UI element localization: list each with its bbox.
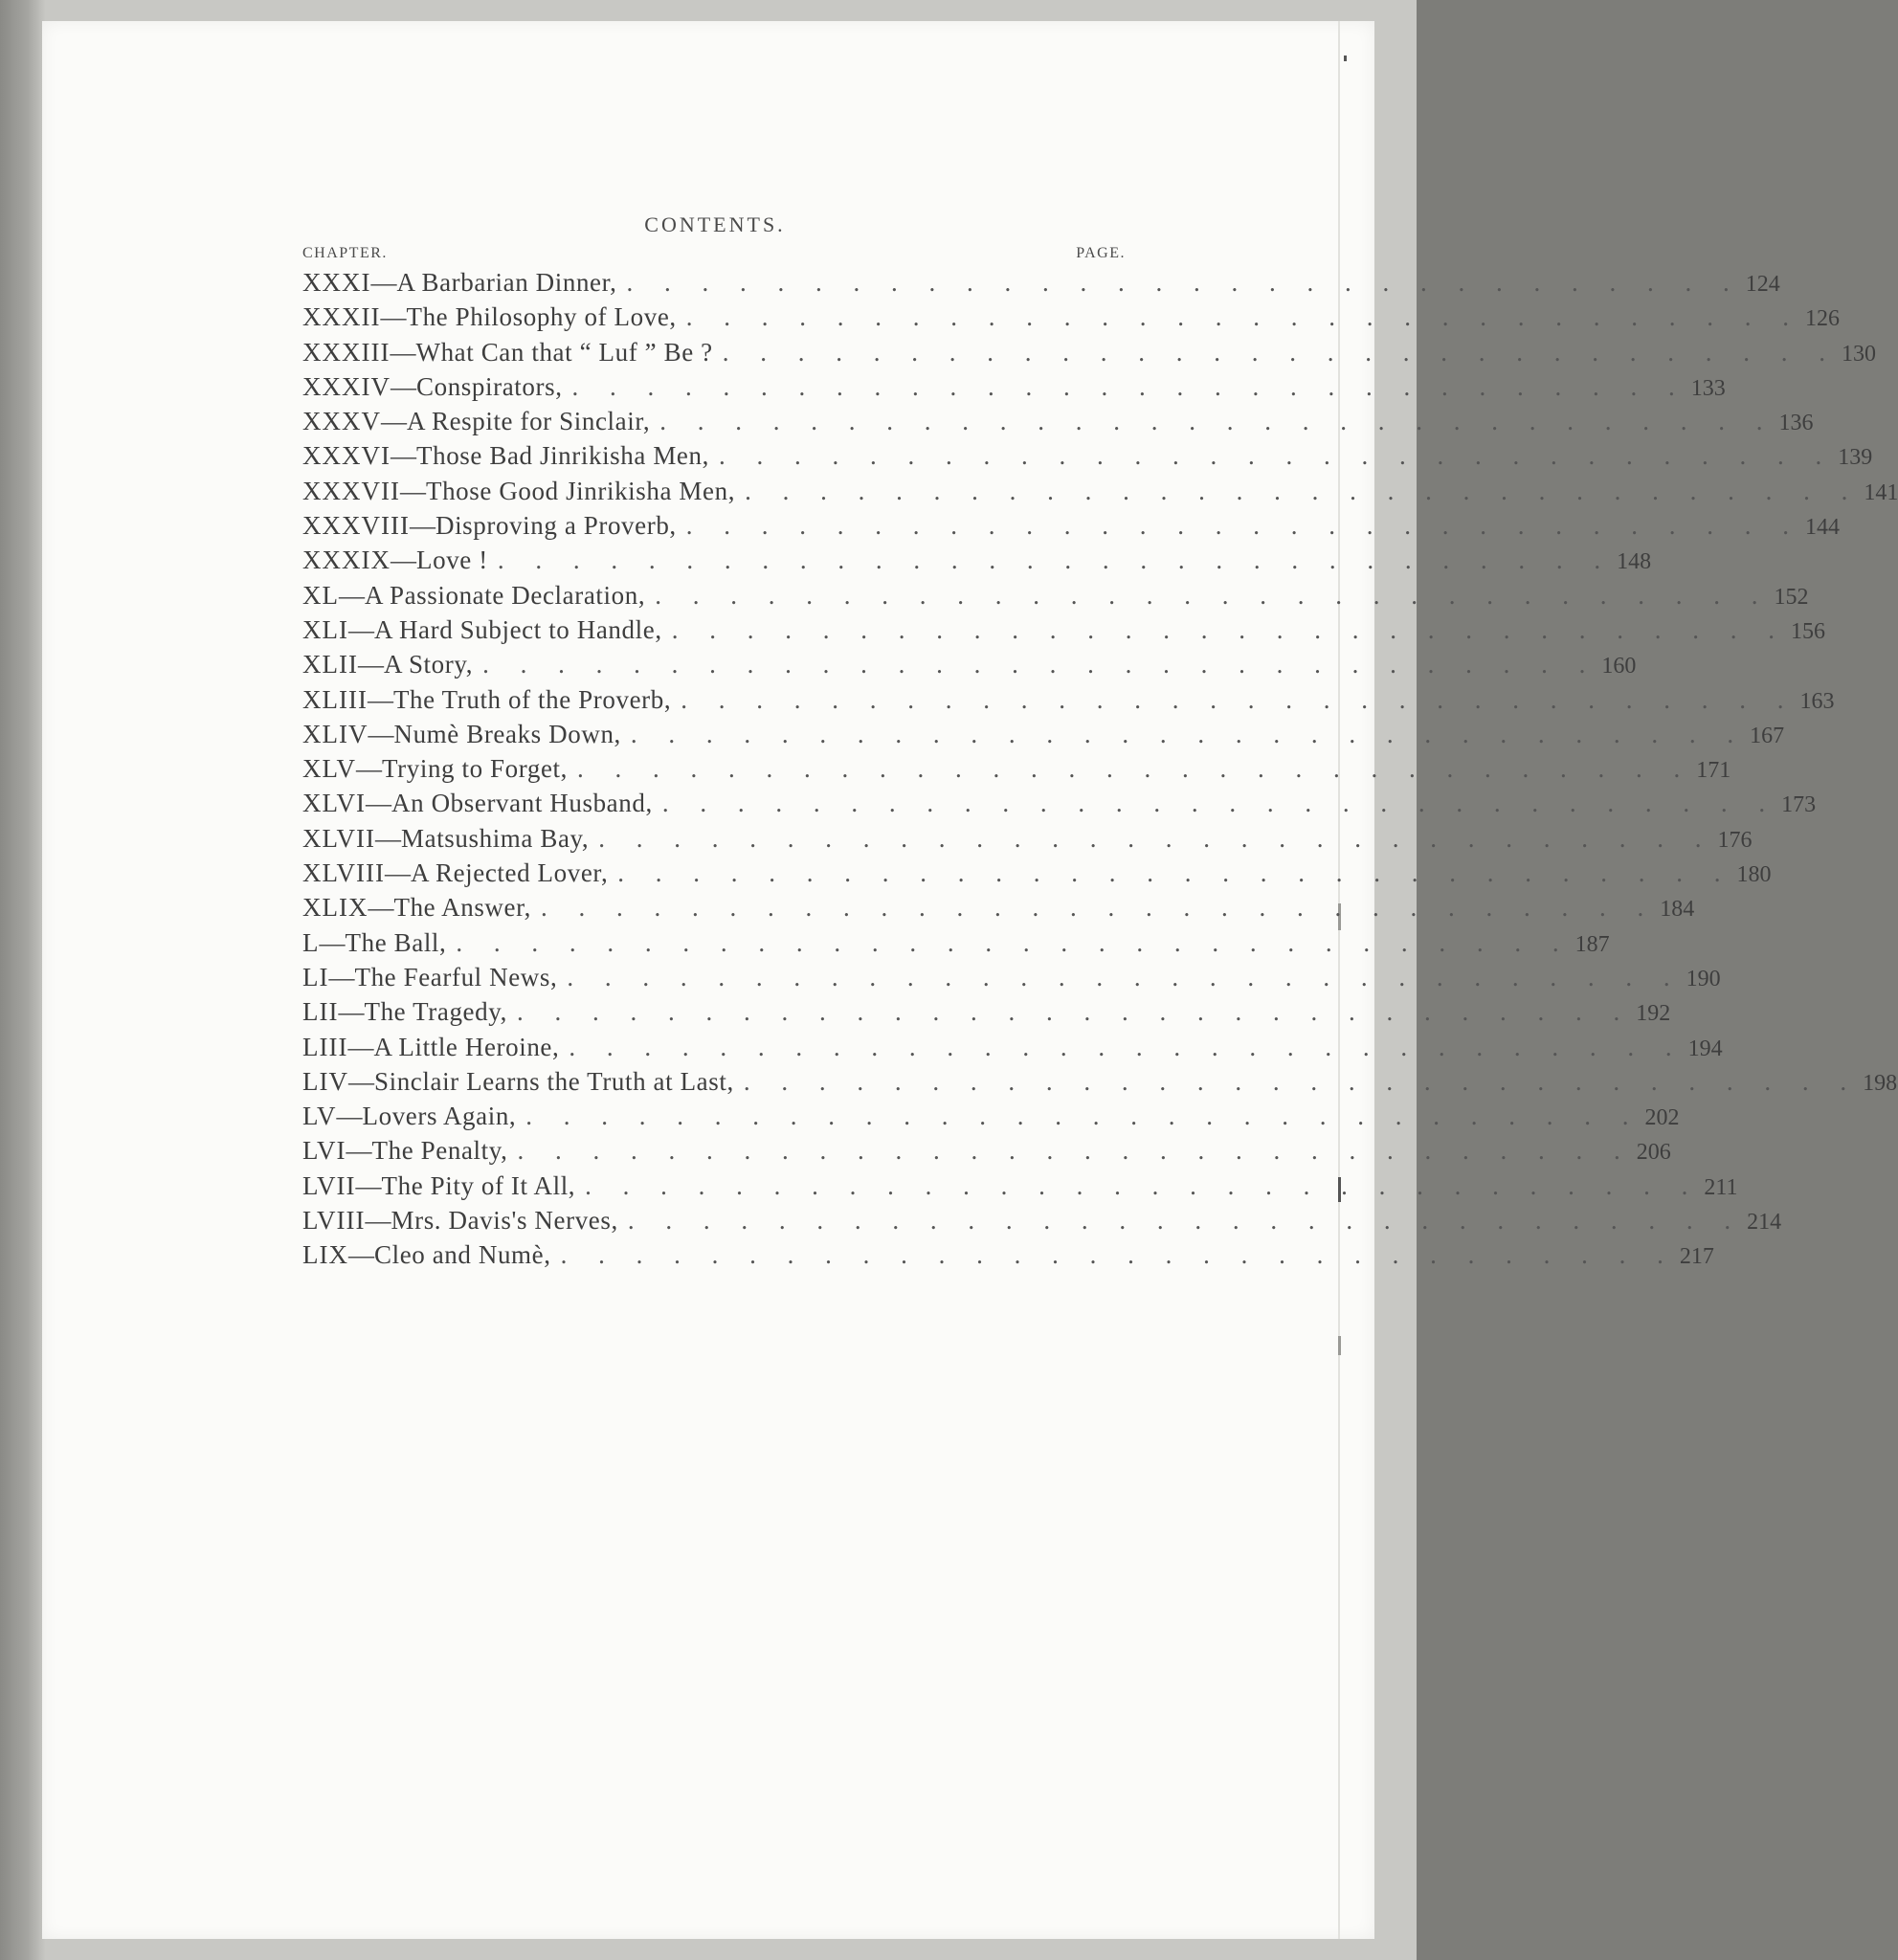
contents-entry	[302, 997, 1671, 1032]
page-number: 211	[1704, 1174, 1738, 1200]
chapter-number: XXXIX	[302, 546, 391, 575]
chapter-title: A Little Heroine,	[373, 1032, 560, 1061]
contents-entry	[302, 371, 1726, 407]
leader-dots: . . . . . . . . . . . . . . . . . . . . . . . . . . . . . .	[722, 337, 1838, 367]
contents-entry	[302, 546, 1652, 580]
leader-dots: . . . . . . . . . . . . . . . . . . . . . . . . . . . . . .	[743, 1066, 1860, 1096]
separator-dash: —	[390, 337, 416, 367]
separator-dash: —	[357, 650, 384, 679]
chapter-number: XLIV	[302, 719, 368, 748]
page-heading: PAGE.	[1076, 245, 1126, 261]
chapter-title: A Barbarian Dinner,	[396, 268, 617, 297]
leader-dots: . . . . . . . . . . . . . . . . . . . . . . . . . . . . . .	[745, 476, 1861, 505]
chapter-title: Trying to Forget,	[382, 754, 569, 784]
contents-entry	[302, 927, 1610, 963]
chapter-number: LIX	[302, 1240, 348, 1270]
page-number: 152	[1774, 584, 1809, 610]
separator-dash: —	[347, 1240, 374, 1270]
contents-entry	[302, 719, 1785, 754]
leader-dots: . . . . . . . . . . . . . . . . . . . . . . . . . . . . . .	[577, 754, 1693, 784]
separator-dash: —	[385, 858, 411, 888]
chapter-title: A Rejected Lover,	[411, 858, 609, 888]
page-number: 184	[1660, 897, 1695, 923]
chapter-title: The Fearful News,	[354, 962, 558, 991]
chapter-title: The Ball,	[345, 927, 447, 957]
page-number: 126	[1805, 306, 1841, 332]
chapter-number: LVII	[302, 1170, 356, 1200]
separator-dash: —	[339, 580, 365, 610]
leader-dots: . . . . . . . . . . . . . . . . . . . . . . . . . . . . . .	[718, 441, 1835, 471]
chapter-title: The Truth of the Proverb,	[392, 684, 672, 714]
scan-speck	[1338, 1336, 1341, 1355]
separator-dash: —	[391, 371, 416, 401]
chapter-title: Those Bad Jinrikisha Men,	[416, 441, 709, 471]
separator-dash: —	[328, 962, 355, 991]
chapter-title: Those Good Jinrikisha Men,	[425, 476, 736, 505]
page-number: 148	[1617, 549, 1652, 575]
separator-dash: —	[368, 719, 394, 748]
chapter-title: A Story,	[383, 650, 474, 679]
page-number: 136	[1778, 411, 1814, 436]
contents-entry	[302, 1032, 1723, 1067]
chapter-number: XLVI	[302, 789, 367, 818]
chapter-number: LIII	[302, 1032, 348, 1061]
leader-dots: . . . . . . . . . . . . . . . . . . . . . . . . . . . . . .	[659, 407, 1775, 436]
contents-entry	[302, 580, 1809, 615]
page-number: 167	[1750, 723, 1785, 748]
page-number: 163	[1799, 688, 1835, 714]
leader-dots: . . . . . . . . . . . . . . . . . . . . . . . . . . . . . .	[517, 1136, 1633, 1166]
contents-entry	[302, 1102, 1680, 1136]
leader-dots: . . . . . . . . . . . . . . . . . . . . . . . . . . . . . .	[685, 302, 1802, 332]
chapter-number: XXXIV	[302, 371, 391, 401]
separator-dash: —	[347, 614, 374, 644]
chapter-title: A Hard Subject to Handle,	[373, 614, 662, 644]
separator-dash: —	[409, 511, 435, 541]
page-number: 173	[1781, 792, 1817, 818]
separator-dash: —	[368, 893, 394, 923]
chapter-title: A Respite for Sinclair,	[407, 407, 651, 436]
leader-dots: . . . . . . . . . . . . . . . . . . . . . . . . . . . . . .	[569, 1032, 1685, 1061]
contents-entry	[302, 407, 1814, 441]
leader-dots: . . . . . . . . . . . . . . . . . . . . . . . . . . . . . .	[525, 1102, 1641, 1131]
contents-entry	[302, 789, 1817, 823]
separator-dash: —	[370, 268, 397, 297]
contents-title: CONTENTS.	[644, 212, 786, 236]
chapter-number: LV	[302, 1102, 337, 1131]
table-of-contents	[302, 212, 1898, 1276]
page-number: 180	[1736, 862, 1772, 888]
chapter-number: LVIII	[302, 1206, 366, 1236]
page-number: 187	[1574, 931, 1610, 957]
chapter-title: Cleo and Numè,	[373, 1240, 551, 1270]
chapter-number: XLVIII	[302, 858, 385, 888]
page-number: 133	[1690, 375, 1726, 401]
page-number: 160	[1601, 654, 1637, 679]
chapter-title: The Penalty,	[371, 1136, 508, 1166]
chapter-number: XLV	[302, 754, 357, 784]
chapter-number: XXXIII	[302, 337, 391, 367]
chapter-title: The Philosophy of Love,	[406, 302, 677, 332]
contents-entry	[302, 441, 1873, 476]
page-number: 124	[1745, 272, 1780, 297]
separator-dash: —	[319, 927, 346, 957]
chapter-title: A Passionate Declaration,	[365, 580, 646, 610]
leader-dots: . . . . . . . . . . . . . . . . . . . . . . . . . . . . . .	[681, 684, 1797, 714]
leader-dots: . . . . . . . . . . . . . . . . . . . . . . . . . . . . . .	[685, 511, 1802, 541]
chapter-title: The Answer,	[393, 893, 531, 923]
leader-dots: . . . . . . . . . . . . . . . . . . . . . . . . . . . . . .	[497, 546, 1614, 575]
leader-dots: . . . . . . . . . . . . . . . . . . . . . . . . . . . . . .	[560, 1240, 1676, 1270]
chapter-number: XLIX	[302, 893, 368, 923]
page-number: 217	[1679, 1244, 1714, 1270]
chapter-number: XXXII	[302, 302, 381, 332]
separator-dash: —	[391, 546, 416, 575]
separator-dash: —	[365, 1206, 391, 1236]
leader-dots: . . . . . . . . . . . . . . . . . . . . . . . . . . . . . .	[598, 823, 1714, 853]
chapter-number: XLII	[302, 650, 358, 679]
contents-entry	[302, 268, 1780, 302]
chapter-number: XLI	[302, 614, 348, 644]
contents-entry	[302, 476, 1898, 511]
contents-entry	[302, 823, 1753, 858]
chapter-number: XL	[302, 580, 339, 610]
page-number: 130	[1841, 341, 1876, 367]
chapter-title: Disproving a Proverb,	[435, 511, 677, 541]
chapter-number: LIV	[302, 1066, 348, 1096]
leader-dots: . . . . . . . . . . . . . . . . . . . . . . . . . . . . . .	[540, 893, 1657, 923]
chapter-number: XXXV	[302, 407, 381, 436]
chapter-heading: CHAPTER.	[302, 245, 388, 261]
chapter-title: An Observant Husband,	[391, 789, 653, 818]
chapter-title: Love !	[416, 546, 488, 575]
separator-dash: —	[366, 789, 392, 818]
chapter-title: Numè Breaks Down,	[393, 719, 621, 748]
contents-entry	[302, 650, 1637, 684]
contents-entry	[302, 858, 1772, 893]
chapter-number: XLVII	[302, 823, 375, 853]
chapter-title: Lovers Again,	[362, 1102, 517, 1131]
contents-list	[302, 268, 1898, 1276]
separator-dash: —	[391, 441, 416, 471]
separator-dash: —	[347, 1066, 374, 1096]
separator-dash: —	[375, 823, 401, 853]
scan-speck	[1344, 56, 1347, 61]
contents-entry	[302, 614, 1825, 650]
page-number: 144	[1805, 515, 1841, 541]
page-number: 141	[1864, 479, 1898, 505]
leader-dots: . . . . . . . . . . . . . . . . . . . . . . . . . . . . . .	[661, 789, 1778, 818]
separator-dash: —	[380, 302, 407, 332]
leader-dots: . . . . . . . . . . . . . . . . . . . . . . . . . . . . . .	[627, 1206, 1744, 1236]
chapter-title: Mrs. Davis's Nerves,	[391, 1206, 618, 1236]
contents-entry	[302, 1206, 1782, 1240]
page-number: 194	[1687, 1036, 1723, 1061]
separator-dash: —	[399, 476, 426, 505]
chapter-title: Sinclair Learns the Truth at Last,	[373, 1066, 734, 1096]
page-number: 202	[1644, 1105, 1680, 1131]
chapter-title: The Pity of It All,	[381, 1170, 576, 1200]
chapter-number: LVI	[302, 1136, 346, 1166]
page-number: 176	[1717, 827, 1753, 853]
chapter-number: XXXVII	[302, 476, 400, 505]
contents-entry	[302, 754, 1731, 789]
leader-dots: . . . . . . . . . . . . . . . . . . . . . . . . . . . . . .	[585, 1170, 1701, 1200]
separator-dash: —	[355, 1170, 382, 1200]
column-headings	[302, 241, 1128, 268]
chapter-number: LII	[302, 997, 339, 1027]
page-number: 190	[1686, 966, 1721, 991]
chapter-number: XLIII	[302, 684, 368, 714]
page-number: 206	[1636, 1140, 1671, 1166]
separator-dash: —	[338, 997, 365, 1027]
chapter-number: LI	[302, 962, 329, 991]
leader-dots: . . . . . . . . . . . . . . . . . . . . . . . . . . . . . .	[456, 927, 1572, 957]
leader-dots: . . . . . . . . . . . . . . . . . . . . . . . . . . . . . .	[567, 962, 1683, 991]
page-number: 192	[1636, 1001, 1671, 1027]
chapter-number: XXXVI	[302, 441, 391, 471]
contents-entry	[302, 337, 1876, 372]
chapter-title: Matsushima Bay,	[401, 823, 590, 853]
contents-entry	[302, 684, 1835, 720]
separator-dash: —	[381, 407, 407, 436]
separator-dash: —	[356, 754, 383, 784]
contents-entry	[302, 1170, 1738, 1206]
page-number: 171	[1696, 758, 1731, 784]
chapter-number: L	[302, 927, 320, 957]
separator-dash: —	[367, 684, 393, 714]
page-number: 156	[1790, 618, 1825, 644]
chapter-number: XXXI	[302, 268, 371, 297]
page-number: 214	[1747, 1210, 1782, 1236]
leader-dots: . . . . . . . . . . . . . . . . . . . . . . . . . . . . . .	[671, 614, 1787, 644]
leader-dots: . . . . . . . . . . . . . . . . . . . . . . . . . . . . . .	[516, 997, 1633, 1027]
page-number: 139	[1838, 445, 1873, 471]
contents-entry	[302, 302, 1841, 337]
separator-dash: —	[346, 1136, 372, 1166]
contents-entry	[302, 893, 1695, 927]
separator-dash: —	[347, 1032, 374, 1061]
contents-entry	[302, 962, 1721, 997]
leader-dots: . . . . . . . . . . . . . . . . . . . . . . . . . . . . . .	[617, 858, 1733, 888]
contents-entry	[302, 1240, 1714, 1275]
leader-dots: . . . . . . . . . . . . . . . . . . . . . . . . . . . . . .	[571, 371, 1687, 401]
chapter-title: Conspirators,	[416, 371, 563, 401]
leader-dots: . . . . . . . . . . . . . . . . . . . . . . . . . . . . . .	[482, 650, 1598, 679]
contents-entry	[302, 511, 1841, 546]
separator-dash: —	[336, 1102, 363, 1131]
chapter-title: The Tragedy,	[364, 997, 507, 1027]
leader-dots: . . . . . . . . . . . . . . . . . . . . . . . . . . . . . .	[630, 719, 1747, 748]
contents-entry	[302, 1066, 1898, 1102]
leader-dots: . . . . . . . . . . . . . . . . . . . . . . . . . . . . . .	[626, 268, 1742, 297]
chapter-title: What Can that “ Luf ” Be ?	[415, 337, 713, 367]
contents-entry	[302, 1136, 1671, 1170]
page-number: 198	[1863, 1070, 1898, 1096]
chapter-number: XXXVIII	[302, 511, 410, 541]
leader-dots: . . . . . . . . . . . . . . . . . . . . . . . . . . . . . .	[655, 580, 1771, 610]
